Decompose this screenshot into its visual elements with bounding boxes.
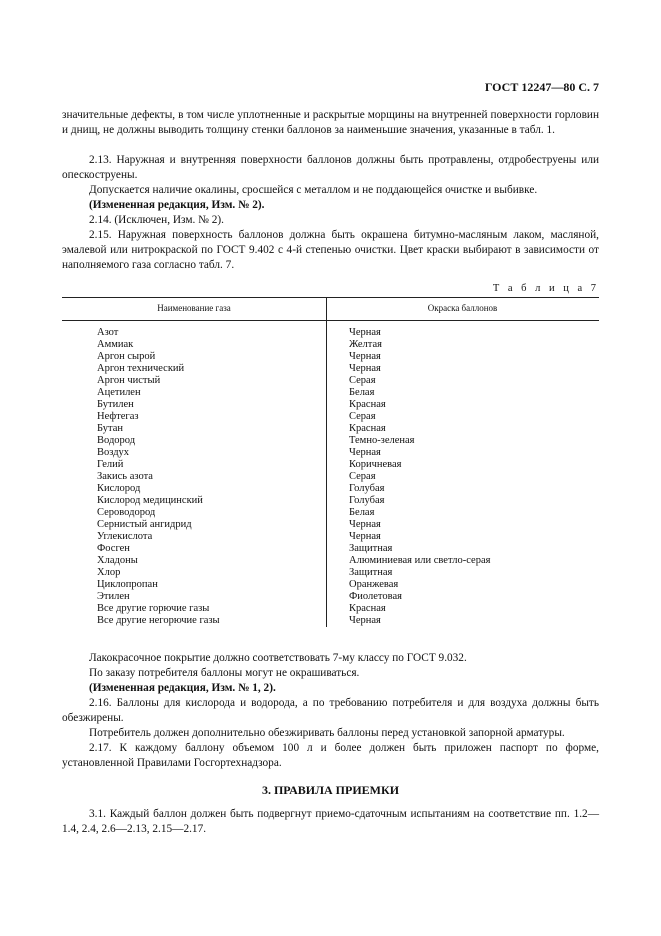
paragraph-coating: Лакокрасочное покрытие должно соответствовать 7-му классу по ГОСТ 9.032. — [89, 652, 467, 664]
paragraph-3-1: 3.1. Каждый баллон должен быть подвергнут приемо-сдаточным испытаниям на соответствие пп. 1.2—1.4, 2.4, 2.6—2.13, 2.15—2.17. — [62, 808, 599, 835]
gas-name-cell: Азот — [97, 327, 119, 338]
cylinder-color-cell: Черная — [349, 615, 381, 626]
cylinder-color-cell: Желтая — [349, 339, 382, 350]
table-row — [62, 531, 599, 543]
table-row — [62, 459, 599, 471]
table-row — [62, 435, 599, 447]
table-body — [62, 327, 599, 627]
cylinder-color-cell: Голубая — [349, 483, 385, 494]
table-row — [62, 519, 599, 531]
gas-name-cell: Воздух — [97, 447, 130, 458]
gas-name-cell: Фосген — [97, 543, 130, 554]
gas-name-cell: Хладоны — [97, 555, 138, 566]
cylinder-color-cell: Черная — [349, 351, 381, 362]
table-row — [62, 411, 599, 423]
cylinder-color-cell: Серая — [349, 471, 376, 482]
cylinder-color-cell: Черная — [349, 519, 381, 530]
table-row — [62, 351, 599, 363]
cylinder-color-cell: Оранжевая — [349, 579, 399, 590]
table-row — [62, 471, 599, 483]
paragraph-2-13: 2.13. Наружная и внутренняя поверхности баллонов должны быть протравлены, отдробеструены или опескоструены. — [62, 154, 599, 181]
cylinder-color-cell: Защитная — [349, 567, 393, 578]
cylinder-color-cell: Алюминиевая или светло-серая — [349, 555, 491, 566]
gas-name-cell: Бутан — [97, 423, 124, 434]
gas-name-cell: Гелий — [97, 459, 124, 470]
gas-name-cell: Нефтегаз — [97, 411, 139, 422]
cylinder-color-cell: Фиолетовая — [349, 591, 402, 602]
gas-name-cell: Все другие негорючие газы — [97, 615, 220, 626]
cylinder-color-cell: Черная — [349, 447, 381, 458]
paragraph-degrease: Потребитель должен дополнительно обезжиривать баллоны перед установкой запорной арматуры. — [89, 727, 565, 739]
table-row — [62, 615, 599, 627]
paragraph-no-paint: По заказу потребителя баллоны могут не окрашиваться. — [89, 667, 360, 679]
table-row — [62, 447, 599, 459]
table-row — [62, 363, 599, 375]
column-header-color: Окраска баллонов — [427, 303, 498, 313]
table-row — [62, 399, 599, 411]
table-row — [62, 423, 599, 435]
gas-name-cell: Аргон технический — [97, 363, 185, 374]
gas-name-cell: Углекислота — [97, 531, 153, 542]
table-row — [62, 567, 599, 579]
table-row — [62, 387, 599, 399]
paragraph-scale: Допускается наличие окалины, сросшейся с металлом и не поддающейся очистке и выбивке. — [89, 184, 538, 196]
cylinder-color-cell: Голубая — [349, 495, 385, 506]
gas-name-cell: Этилен — [97, 591, 130, 602]
table-row — [62, 507, 599, 519]
gas-name-cell: Хлор — [97, 567, 121, 578]
paragraph-2-16: 2.16. Баллоны для кислорода и водорода, а по требованию потребителя и для воздуха должны быть обезжирены. — [62, 697, 599, 724]
gas-name-cell: Аммиак — [97, 339, 134, 350]
gas-name-cell: Бутилен — [97, 399, 134, 410]
table-row — [62, 555, 599, 567]
cylinder-color-cell: Белая — [349, 387, 375, 398]
table-row — [62, 375, 599, 387]
gas-name-cell: Кислород — [97, 483, 141, 494]
gas-name-cell: Ацетилен — [97, 387, 141, 398]
cylinder-color-cell: Красная — [349, 399, 386, 410]
amendment-note-1: (Измененная редакция, Изм. № 2). — [89, 199, 265, 211]
table-row — [62, 591, 599, 603]
paragraph-defects: значительные дефекты, в том числе уплотненные и раскрытые морщины на внутренней поверхности горловин и днищ, не должны выводить толщину стенки баллонов за наименьшие значения, указанные в табл. 1. — [62, 109, 599, 136]
cylinder-color-cell: Красная — [349, 423, 386, 434]
table-row — [62, 339, 599, 351]
paragraph-2-15: 2.15. Наружная поверхность баллонов должна быть окрашена битумно-масляным лаком, масляной, эмалевой или нитрокраской по ГОСТ 9.402 с 4-й степенью очистки. Цвет краски выбирают в зависимости от наполняемого газа согласно табл. 7. — [62, 229, 599, 271]
paragraph-2-17: 2.17. К каждому баллону объемом 100 л и более должен быть приложен паспорт по форме, установленной Правилами Госгортехнадзора. — [62, 742, 599, 769]
gas-name-cell: Циклопропан — [97, 579, 158, 590]
cylinder-color-cell: Черная — [349, 531, 381, 542]
paragraph-2-14: 2.14. (Исключен, Изм. № 2). — [89, 214, 224, 226]
gas-name-cell: Все другие горючие газы — [97, 603, 210, 614]
cylinder-color-cell: Белая — [349, 507, 375, 518]
gas-name-cell: Водород — [97, 435, 136, 446]
gas-name-cell: Сернистый ангидрид — [97, 519, 192, 530]
cylinder-color-cell: Коричневая — [349, 459, 402, 470]
cylinder-color-cell: Темно-зеленая — [349, 435, 415, 446]
cylinder-color-cell: Черная — [349, 363, 381, 374]
section-title: 3. ПРАВИЛА ПРИЕМКИ — [261, 783, 400, 797]
cylinder-color-cell: Защитная — [349, 543, 393, 554]
table-row — [62, 327, 599, 339]
table-row — [62, 483, 599, 495]
table-label: Т а б л и ц а 7 — [492, 283, 599, 294]
gas-name-cell: Сероводород — [97, 507, 156, 518]
table-top-rule — [62, 297, 599, 298]
cylinder-color-cell: Красная — [349, 603, 386, 614]
table-row — [62, 579, 599, 591]
gas-name-cell: Аргон сырой — [97, 351, 156, 362]
cylinder-color-cell: Черная — [349, 327, 381, 338]
page-header: ГОСТ 12247—80 С. 7 — [484, 80, 599, 94]
table-row — [62, 603, 599, 615]
column-header-gas: Наименование газа — [157, 303, 231, 313]
cylinder-color-cell: Серая — [349, 375, 376, 386]
gas-name-cell: Аргон чистый — [97, 375, 161, 386]
table-row — [62, 495, 599, 507]
table-header-rule — [62, 320, 599, 321]
table-row — [62, 543, 599, 555]
cylinder-color-cell: Серая — [349, 411, 376, 422]
amendment-note-2: (Измененная редакция, Изм. № 1, 2). — [89, 682, 276, 694]
gas-name-cell: Кислород медицинский — [97, 495, 203, 506]
gas-name-cell: Закись азота — [97, 471, 153, 482]
